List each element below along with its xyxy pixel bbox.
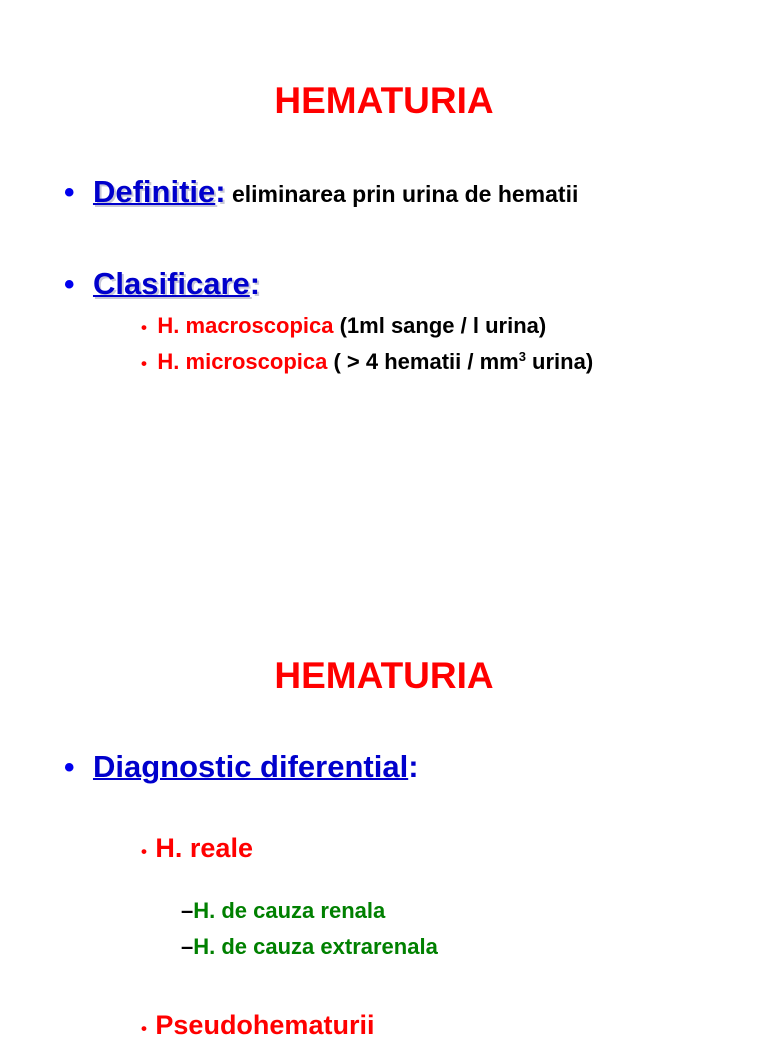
slide2-title: HEMATURIA [274,655,494,696]
reale-label: H. reale [155,833,253,863]
micro-row [141,349,593,375]
diag-colon: : [408,749,419,784]
definitie-label: Definitie [92,174,216,209]
macro-label: H. macroscopica [157,313,334,338]
definitie-text: eliminarea prin urina de hematii [225,181,579,207]
renala-row [181,898,385,924]
renala-text: H. de cauza renala [193,898,386,923]
extrarenala-row [181,934,438,960]
macro-row [141,313,546,339]
micro-text-a: ( > 4 hematii / mm [327,349,519,374]
definitie-row [64,174,578,210]
clasificare-row [64,266,260,302]
sub-bullet-icon: • [141,842,147,861]
clasificare-colon: : [249,266,261,301]
micro-text-b: urina) [525,349,594,374]
diag-label: Diagnostic diferential [92,749,409,784]
macro-text: (1ml sange / l urina) [333,313,547,338]
clasificare-label: Clasificare [92,266,250,301]
sub-bullet-icon: • [141,318,147,337]
micro-label: H. microscopica [157,349,328,374]
pseudo-label: Pseudohematurii [155,1010,375,1040]
bullet-icon: • [64,751,75,784]
diag-row [64,749,419,785]
dash-icon: – [181,898,194,923]
micro-superscript: 3 [518,349,526,364]
reale-row [141,833,253,864]
slide1-title: HEMATURIA [274,80,494,121]
sub-bullet-icon: • [141,354,147,373]
dash-icon: – [181,934,194,959]
pseudo-row [141,1010,374,1041]
bullet-icon: • [64,268,75,301]
definitie-colon: : [215,174,226,209]
sub-bullet-icon: • [141,1019,147,1038]
bullet-icon: • [64,176,75,209]
extrarenala-text: H. de cauza extrarenala [193,934,438,959]
